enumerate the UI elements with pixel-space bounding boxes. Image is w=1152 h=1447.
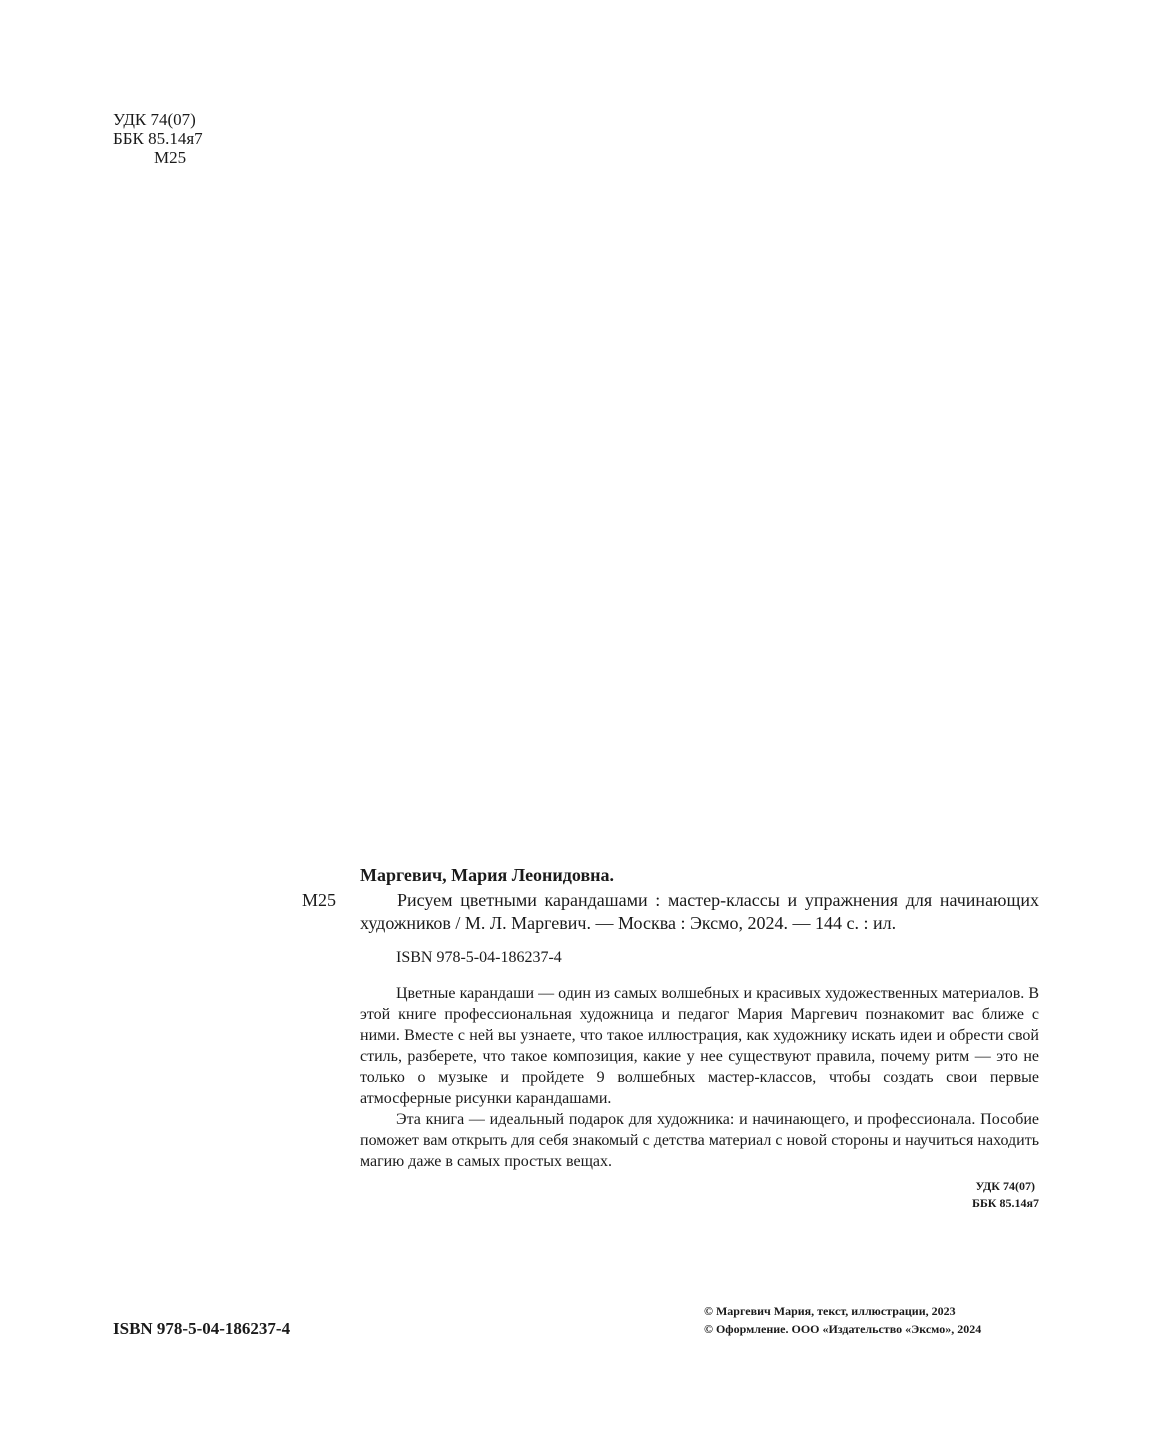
title-description: Рисуем цветными карандашами : мастер-классы и упражнения для начинающих художников / М. Л. Маргевич. — Москва : Эксмо, 2024. — 144 с. : ил. — [360, 890, 1039, 933]
udk-code: УДК 74(07) — [975, 1179, 1035, 1193]
classification-codes-catalog — [360, 1178, 1039, 1212]
author-heading: Маргевич, Мария Леонидовна. — [360, 865, 615, 885]
author-sign: М25 — [302, 890, 337, 910]
bbk-code: ББК 85.14я7 — [971, 1196, 1039, 1210]
copyright-line: © Оформление. ООО «Издательство «Эксмо», 2024 — [704, 1322, 982, 1336]
udk-code: УДК 74(07) — [113, 110, 196, 129]
annotation-paragraph: Цветные карандаши — один из самых волшебных и красивых художественных материалов. В этой книге профессиональная художница и педагог Мария Маргевич познакомит вас ближе с ними. Вместе с ней вы узнаете, что такое иллюстрация, как художнику искать идеи и обрести свой стиль, разберете, что такое композиция, какие у нее существуют правила, почему ритм — это не только о музыке и пройдете 9 волшебных мастер-классов, чтобы создать свои первые атмосферные рисунки карандашами. — [360, 985, 1039, 1107]
annotation — [360, 983, 1039, 1172]
footer-isbn: ISBN 978-5-04-186237-4 — [113, 1319, 291, 1338]
classification-codes-top — [113, 110, 203, 167]
bbk-code: ББК 85.14я7 — [113, 129, 203, 148]
copyright-notice — [704, 1302, 981, 1338]
author-mark: М25 — [154, 148, 187, 167]
copyright-line: © Маргевич Мария, текст, иллюстрации, 2023 — [704, 1304, 956, 1318]
annotation-paragraph: Эта книга — идеальный подарок для художника: и начинающего, и профессионала. Пособие поможет вам открыть для себя знакомый с детства материал с новой стороны и научиться находить магию даже в самых простых вещах. — [360, 1111, 1039, 1170]
catalog-record — [360, 864, 1039, 1212]
catalog-isbn: ISBN 978-5-04-186237-4 — [396, 949, 562, 966]
